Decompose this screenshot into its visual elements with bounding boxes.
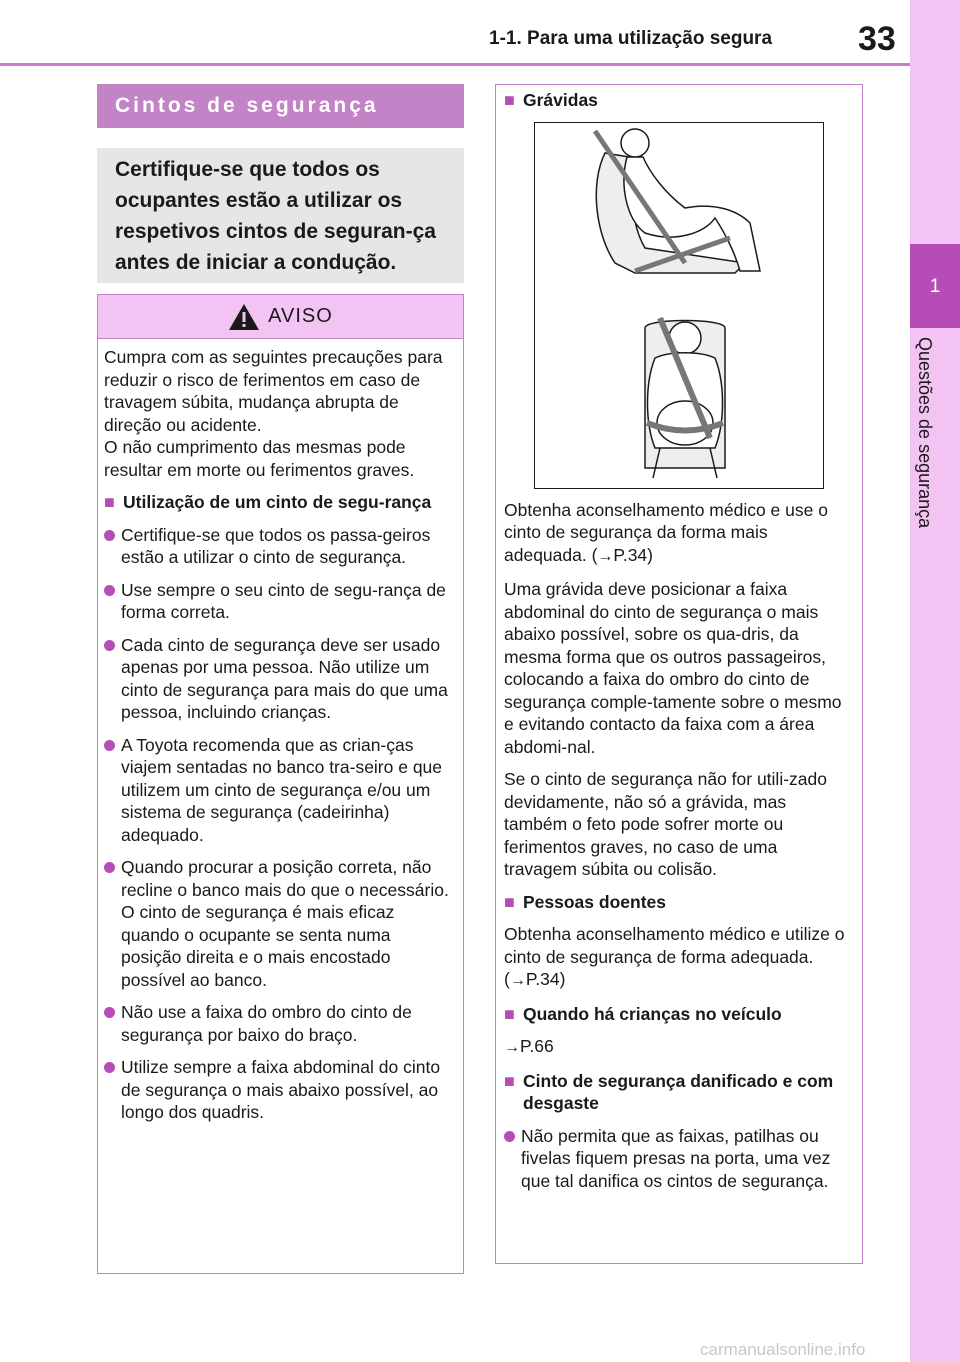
bullet-dot-icon	[104, 862, 115, 873]
page-reference-link[interactable]: P.34)	[613, 544, 653, 565]
list-item	[504, 1125, 852, 1193]
pregnant-seatbelt-illustration-icon	[535, 123, 822, 487]
bullet-dot-icon	[104, 640, 115, 651]
list-item	[104, 1001, 451, 1046]
bullet-dot-icon	[504, 1131, 515, 1142]
children-reference	[504, 1035, 852, 1060]
warning-intro: Cumpra com as seguintes precauções para reduzir o risco de ferimentos em caso de travagem súbita, mudança abrupta de direção ou acidente.	[104, 347, 443, 435]
list-item-text: Use sempre o seu cinto de segu-rança de forma correta.	[121, 579, 446, 622]
pregnant-heading-text: Grávidas	[523, 90, 598, 110]
bullet-dot-icon	[104, 585, 115, 596]
list-item-text: A Toyota recomenda que as crian-ças viajem sentadas no banco tra-seiro e que utilizem um cinto de segurança e/ou um sistema de segurança (cadeirinha) adequado.	[121, 734, 443, 845]
pregnant-p1-text: Obtenha aconselhamento médico e use o cinto de segurança da forma mais adequada. (	[504, 499, 828, 565]
pregnant-seatbelt-illustration	[534, 122, 824, 489]
list-item-text: Não permita que as faixas, patilhas ou fivelas fiquem presas na porta, uma vez que tal danifica os cintos de segurança.	[521, 1125, 831, 1191]
page-reference-link[interactable]: P.34)	[525, 969, 566, 989]
list-item-text: Utilize sempre a faixa abdominal do cinto de segurança o mais abaixo possível, ao longo dos quadris.	[121, 1057, 441, 1122]
ill-heading-text: Pessoas doentes	[523, 891, 666, 912]
square-bullet-icon: ■	[504, 90, 515, 110]
header-rule	[0, 63, 910, 66]
list-item	[104, 579, 451, 624]
chapter-number: 1	[929, 276, 941, 297]
pregnant-paragraph-3: Se o cinto de segurança não for utili-zado devidamente, não só a grávida, mas também o feto pode sofrer morte ou ferimentos graves, no caso de uma travagem súbita ou colisão.	[504, 769, 827, 879]
right-panel	[495, 84, 863, 1264]
warning-header	[98, 295, 463, 339]
square-bullet-icon: ■	[104, 492, 115, 512]
damaged-heading-text: Cinto de segurança danificado e com desgaste	[523, 1070, 834, 1113]
chapter-title: Questões de segurança	[915, 337, 935, 529]
bullet-dot-icon	[104, 1007, 115, 1018]
list-item-text: Certifique-se que todos os passa-geiros estão a utilizar o cinto de segurança.	[121, 524, 431, 567]
pregnant-paragraph-1	[504, 499, 852, 569]
list-item	[104, 1056, 451, 1124]
chapter-side-tab	[910, 0, 960, 1362]
list-item-text: Quando procurar a posição correta, não recline o banco mais do que o necessário. O cinto de segurança é mais eficaz quando o ocupante se senta numa posição direita e o mais encostado possível ao banco.	[121, 857, 449, 990]
intro-text: Certifique-se que todos os ocupantes estão a utilizar os respetivos cintos de seguran-ça antes de iniciar a condução.	[115, 158, 436, 274]
warning-title: AVISO	[268, 305, 333, 327]
list-item-text: Não use a faixa do ombro do cinto de segurança por baixo do braço.	[121, 1002, 412, 1045]
square-bullet-icon: ■	[504, 1070, 515, 1091]
page-number: 33	[858, 20, 896, 58]
bullet-dot-icon	[104, 530, 115, 541]
list-item	[104, 524, 451, 569]
bullet-dot-icon	[104, 740, 115, 751]
warning-subheading-text: Utilização de um cinto de segu-rança	[123, 492, 432, 512]
list-item	[104, 634, 451, 724]
page-reference-link[interactable]: P.66	[520, 1036, 554, 1056]
list-item-text: Cada cinto de segurança deve ser usado apenas por uma pessoa. Não utilize um cinto de segurança para mais do que uma pessoa, incluindo crianças.	[121, 634, 448, 722]
ill-paragraph	[504, 923, 852, 993]
damaged-heading	[504, 1070, 852, 1115]
warning-box	[97, 294, 464, 1274]
watermark: carmanualsonline.info	[700, 1340, 866, 1359]
list-item	[104, 856, 451, 991]
ill-p1-text: Obtenha aconselhamento médico e utilize o cinto de segurança de forma adequada. (	[504, 924, 845, 989]
children-heading	[504, 1003, 852, 1026]
arrow-icon: →	[509, 972, 526, 989]
intro-box	[97, 148, 464, 283]
children-heading-text: Quando há crianças no veículo	[523, 1003, 782, 1024]
arrow-icon: →	[504, 1039, 520, 1056]
square-bullet-icon: ■	[504, 891, 515, 912]
bullet-dot-icon	[104, 1062, 115, 1073]
square-bullet-icon: ■	[504, 1003, 515, 1024]
ill-heading	[504, 891, 852, 914]
header-title: 1-1. Para uma utilização segura	[489, 28, 773, 49]
warning-triangle-icon	[228, 302, 260, 332]
pregnant-paragraph-2: Uma grávida deve posicionar a faixa abdominal do cinto de segurança o mais abaixo possível, sobre os qua-dris, da mesma forma que os outros passageiros, colocando a faixa do ombro do cinto de segurança comple-tamente sobre o mesmo e evitando contacto da faixa com a área abdomi-nal.	[504, 579, 842, 757]
warning-body	[98, 339, 463, 1124]
arrow-icon: →	[597, 547, 614, 565]
list-item	[104, 734, 451, 847]
pregnant-heading	[504, 89, 852, 112]
warning-subheading	[104, 491, 451, 514]
section-title: Cintos de segurança	[97, 84, 464, 128]
warning-intro-2: O não cumprimento das mesmas pode resultar em morte ou ferimentos graves.	[104, 437, 415, 480]
